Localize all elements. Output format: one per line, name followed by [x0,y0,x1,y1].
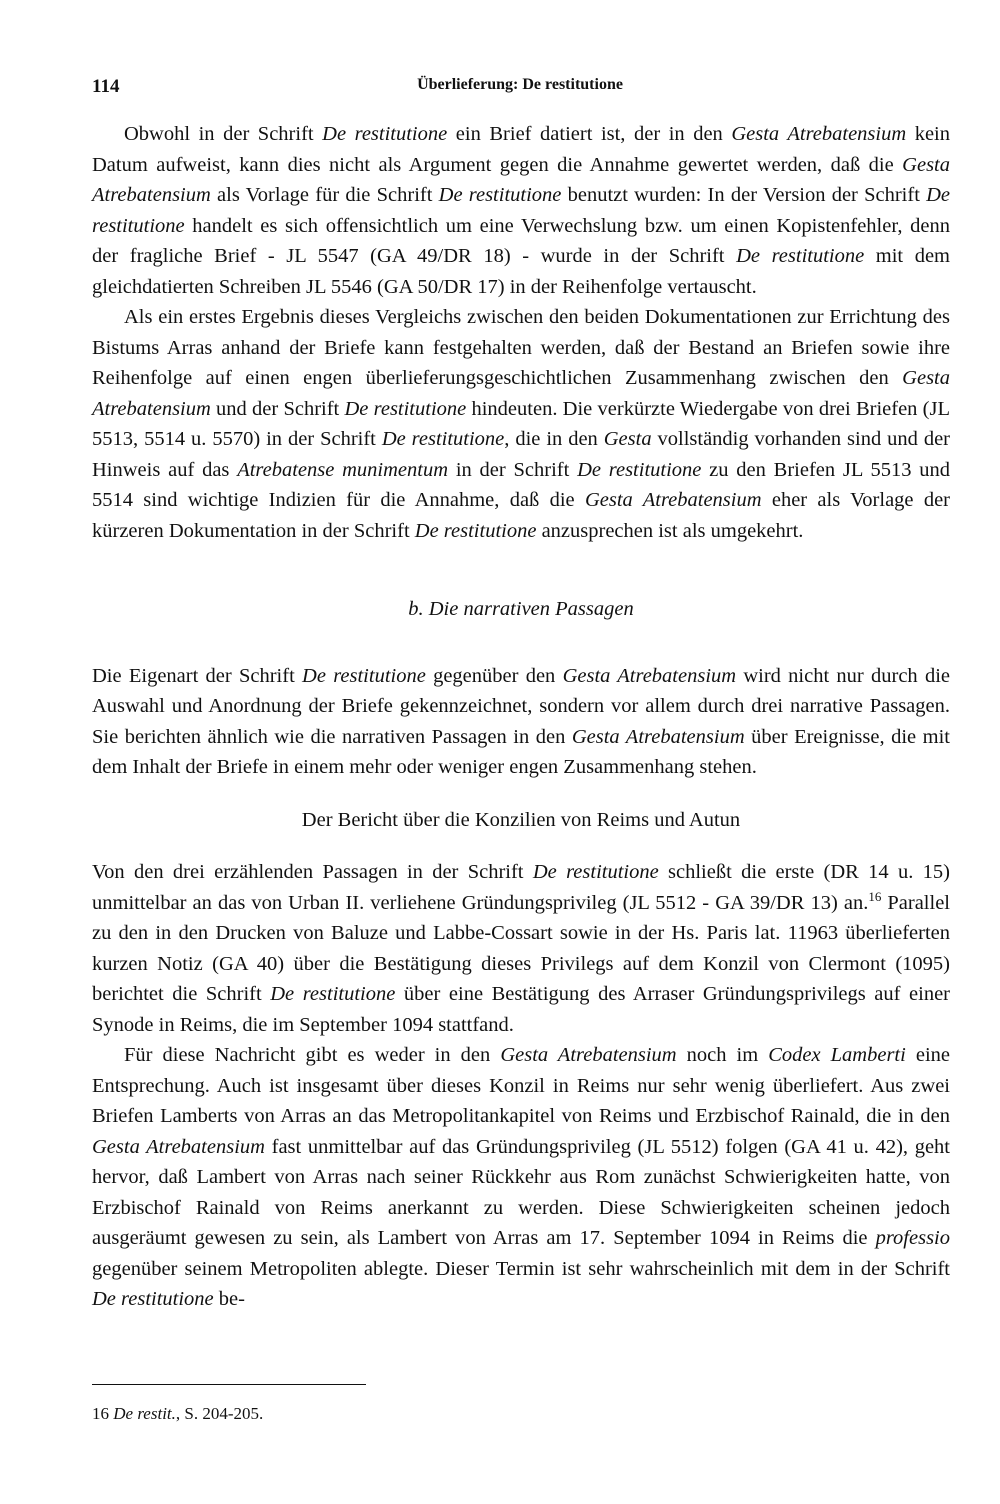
page-number: 114 [92,76,120,97]
italic-title: Gesta Atrebatensium [92,153,950,206]
subsection-heading: Der Bericht über die Konzilien von Reims und Autun [301,808,741,831]
italic-title: De restitutione [532,861,659,883]
text-span: Obwohl in der Schrift [124,123,323,145]
section-heading: b. Die narrativen Passagen [408,598,634,620]
text-span: Parallel zu den in den Drucken von Baluze und Labbe-Cossart sowie in der Hs. Paris lat. 11963 überlieferten kurzen Notiz (GA 40) über die Bestätigung dieses Privilegs auf dem Konzil von Clermont (1095) berichtet die Schrift [92,891,950,1005]
text-span: und der Schrift [210,397,345,420]
italic-title: De restitutione [577,458,702,481]
text-span: über Ereignisse, die mit dem Inhalt der Briefe in einem mehr oder weniger engen Zusammenhang stehen. [92,725,950,778]
text-span: als Vorlage für die Schrift [210,184,439,206]
paragraph-1 [92,119,950,302]
text-span: noch im [676,1044,769,1066]
text-span: eher als Vorlage der kürzeren Dokumentation in der Schrift [92,489,951,542]
italic-title: Gesta Atrebatensium [500,1044,677,1066]
italic-title: De restitutione [438,184,562,206]
italic-title: De restitutione [381,428,505,450]
main-text [92,119,950,1315]
footnote-reference: 16 [868,888,882,904]
italic-title: De restitutione [302,664,426,687]
text-span: anzusprechen ist als umgekehrt. [536,519,804,542]
text-span: hindeuten. Die verkürzte Wiedergabe von drei Briefen (JL 5513, 5514 u. 5570) in der Schrift [92,397,950,450]
italic-title: De restitutione [92,1288,214,1310]
footnote-source: De restit. [113,1404,176,1423]
italic-title: De restitutione [270,983,396,1005]
text-span: Von den drei erzählenden Passagen in der Schrift [92,861,533,883]
italic-title: Gesta Atrebatensium [92,367,950,420]
running-title: Überlieferung: De restitutione [417,76,623,93]
italic-title: Gesta Atrebatensium [571,725,745,748]
text-span: , die in den [504,428,604,450]
footnote-divider [92,1384,366,1385]
text-span: Als ein erstes Ergebnis dieses Vergleichs zwischen den beiden Dokumentationen zur Errichtung des Bistums Arras anhand der Briefe kann festgehalten werden, daß der Bestand an Briefen sowie ihre Reihenfolge auf einen engen überlieferungsgeschichtlichen Zusammenhang zwischen den [92,306,950,389]
text-span: wird nicht nur durch die Auswahl und Anordnung der Briefe gekennzeichnet, sondern vor allem durch drei narrative Passagen. Sie berichten ähnlich wie die narrativen Passagen in den [92,664,950,748]
text-span: gegenüber den [425,664,563,687]
paragraph-4 [92,857,950,1040]
italic-title: De restitutione [92,184,951,237]
text-span: handelt es sich offensichtlich um eine Verwechslung bzw. um einen Kopistenfehler, denn der fragliche Brief - JL 5547 (GA 49/DR 18) - wurde in der Schrift [92,214,950,267]
italic-title: De restitutione [414,519,537,542]
italic-title: Gesta Atrebatensium [562,664,737,687]
footnote [92,1402,950,1426]
text-span: ein Brief datiert ist, der in den [447,123,732,145]
paragraph-2 [92,302,950,546]
text-span: über eine Bestätigung des Arraser Gründungsprivilegs auf einer Synode in Reims, die im September 1094 stattfand. [92,983,950,1036]
footnote-number: 16 [92,1404,109,1423]
text-span: be- [213,1288,245,1310]
text-span: kein Datum aufweist, kann dies nicht als Argument gegen die Annahme gewertet werden, daß die [92,123,950,176]
text-span: in der Schrift [448,458,578,481]
paragraph-3 [92,661,950,783]
italic-title: Gesta [603,428,652,450]
italic-title: De restitutione [736,245,865,267]
text-span: Für diese Nachricht gibt es weder in den [124,1044,501,1066]
footnote-pages: , S. 204-205. [175,1404,264,1423]
italic-title: Gesta Atrebatensium [92,1135,265,1158]
text-span: Die Eigenart der Schrift [92,664,303,687]
italic-title: Gesta Atrebatensium [584,489,762,511]
text-span: schließt die erste (DR 14 u. 15) unmittelbar an das von Urban II. verliehene Gründungsprivileg (JL 5512 - GA 39/DR 13) an. [92,861,951,914]
text-span: mit dem gleichdatierten Schreiben JL 5546 (GA 50/DR 17) in der Reihenfolge vertauscht. [92,245,950,298]
running-head [92,72,948,102]
text-span: fast unmittelbar auf das Gründungsprivileg (JL 5512) folgen (GA 41 u. 42), geht hervor, daß Lambert von Arras nach seiner Rückkehr aus Rom zunächst Schwierigkeiten hatte, von Erzbischof Rainald von Reims anerkannt zu werden. Diese Schwierigkeiten scheinen jedoch ausgeräumt gewesen zu sein, als Lambert von Arras am 17. September 1094 in Reims die [92,1135,950,1249]
text-span: zu den Briefen JL 5513 und 5514 sind wichtige Indizien für die Annahme, daß die [92,458,950,511]
italic-title: professio [875,1227,950,1249]
text-span: vollständig vorhanden sind und der Hinweis auf das [92,428,950,481]
text-span: eine Entsprechung. Auch ist insgesamt über dieses Konzil in Reims nur sehr wenig überliefert. Aus zwei Briefen Lamberts von Arras an das Metropolitankapitel von Reims und Erzbischof Rainald, die in den [92,1044,951,1127]
italic-title: Codex Lamberti [768,1044,906,1066]
italic-title: De restitutione [322,123,448,145]
text-span: benutzt wurden: In der Version der Schrift [561,184,927,206]
text-span: gegenüber seinem Metropoliten ablegte. Dieser Termin ist sehr wahrscheinlich mit dem in der Schrift [92,1257,950,1280]
italic-title: Gesta Atrebatensium [731,123,907,145]
paragraph-5 [92,1040,950,1315]
italic-title: Atrebatense munimentum [237,458,449,481]
italic-title: De restitutione [344,397,467,420]
